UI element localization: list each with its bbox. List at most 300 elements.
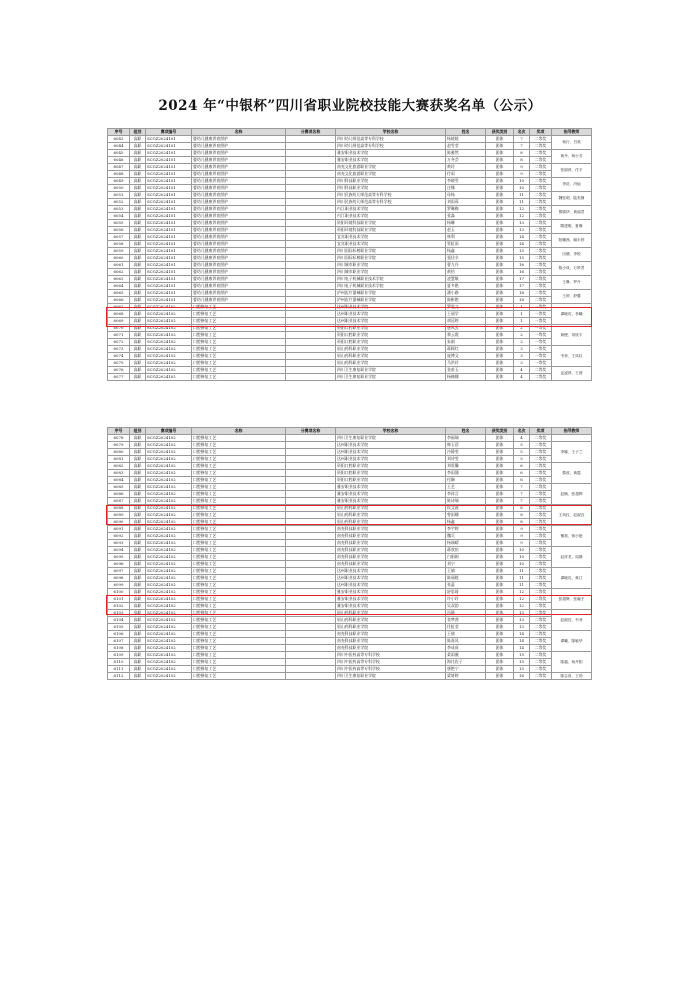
table-row bbox=[108, 353, 592, 360]
table-cell: 高职 bbox=[130, 262, 146, 269]
table-cell: 团体 bbox=[486, 339, 514, 346]
table-row bbox=[108, 645, 592, 652]
table-cell: 口腔修复工艺 bbox=[192, 617, 286, 624]
table-cell: 团体 bbox=[486, 332, 514, 339]
table-cell: 二等奖 bbox=[530, 477, 552, 484]
table-cell: 13 bbox=[514, 220, 530, 227]
table-cell: 南充科技职业学院 bbox=[336, 631, 446, 638]
table-cell: 资阳环境科技职业学院 bbox=[336, 227, 446, 234]
table-cell: 雅安职业技术学院 bbox=[336, 150, 446, 157]
table-cell: 6076 bbox=[108, 367, 130, 374]
table-cell: 口腔修复工艺 bbox=[192, 526, 286, 533]
table-cell: SCGZ2024102 bbox=[146, 638, 192, 645]
table-cell: 达州职业技术学院 bbox=[336, 582, 446, 589]
table-cell: 付雨 bbox=[446, 171, 486, 178]
table-cell: 高职 bbox=[130, 624, 146, 631]
table-cell: 眉山药科职业学院 bbox=[336, 519, 446, 526]
table-cell: 12 bbox=[514, 206, 530, 213]
column-header: 序号 bbox=[108, 129, 130, 136]
table-cell: 潘小路 bbox=[446, 290, 486, 297]
table-cell: 赵雪莹 bbox=[446, 143, 486, 150]
table-row bbox=[108, 470, 592, 477]
table-cell: 高职 bbox=[130, 526, 146, 533]
table-cell bbox=[286, 470, 336, 477]
table-cell: 6050 bbox=[108, 185, 130, 192]
table-row bbox=[108, 374, 592, 381]
table-cell: 团体 bbox=[486, 463, 514, 470]
table-cell: 高职 bbox=[130, 255, 146, 262]
table-cell: 15 bbox=[514, 248, 530, 255]
table-cell: 婴幼儿健康养育照护 bbox=[192, 185, 286, 192]
table-cell: 5 bbox=[514, 442, 530, 449]
table-cell: SCGZ2024102 bbox=[146, 367, 192, 374]
table-cell: 二等奖 bbox=[530, 470, 552, 477]
table-cell: 口腔修复工艺 bbox=[192, 547, 286, 554]
table-cell: 16 bbox=[514, 673, 530, 680]
table-cell: 6105 bbox=[108, 624, 130, 631]
table-row bbox=[108, 666, 592, 673]
table-cell: 高职 bbox=[130, 617, 146, 624]
column-header: 赛项编号 bbox=[146, 428, 192, 435]
table-cell: 高职 bbox=[130, 582, 146, 589]
table-cell: 王倩 bbox=[446, 631, 486, 638]
table-cell: 二等奖 bbox=[530, 652, 552, 659]
table-cell: 资阳口腔职业学院 bbox=[336, 339, 446, 346]
table-cell: 1 bbox=[514, 318, 530, 325]
table-cell: 6109 bbox=[108, 652, 130, 659]
table-cell: 口腔修复工艺 bbox=[192, 652, 286, 659]
table-cell: 14 bbox=[514, 234, 530, 241]
table-cell: SCGZ2024102 bbox=[146, 666, 192, 673]
table-cell: 达州职业技术学院 bbox=[336, 568, 446, 575]
table-cell: 高职 bbox=[130, 164, 146, 171]
table-row bbox=[108, 456, 592, 463]
table-cell: 6047 bbox=[108, 164, 130, 171]
table-cell: 陈诗瑞 bbox=[446, 498, 486, 505]
table-cell: 二等奖 bbox=[530, 185, 552, 192]
table-cell bbox=[286, 346, 336, 353]
table-cell bbox=[286, 547, 336, 554]
table-cell: 四川电子机械职业技术学院 bbox=[336, 283, 446, 290]
table-cell: 高职 bbox=[130, 463, 146, 470]
table-cell: 团体 bbox=[486, 575, 514, 582]
table-cell: 团体 bbox=[486, 283, 514, 290]
table-cell: 高职 bbox=[130, 631, 146, 638]
table-cell: 高职 bbox=[130, 554, 146, 561]
table-cell: 婴幼儿健康养育照护 bbox=[192, 157, 286, 164]
table-cell: 资阳环境科技职业学院 bbox=[336, 220, 446, 227]
table-cell: 高职 bbox=[130, 673, 146, 680]
highlight-box bbox=[106, 595, 592, 615]
table-cell: 二等奖 bbox=[530, 276, 552, 283]
table-cell: 二等奖 bbox=[530, 374, 552, 381]
table-cell bbox=[286, 262, 336, 269]
table-cell: 婴幼儿健康养育照护 bbox=[192, 262, 286, 269]
table-body bbox=[108, 136, 592, 381]
table-cell: 眉山药科职业学院 bbox=[336, 505, 446, 512]
table-cell: 16 bbox=[514, 269, 530, 276]
page-title: 2024 年“中银杯”四川省职业院校技能大赛获奖名单（公示） bbox=[158, 98, 542, 114]
teacher-cell: 黄丹、杨小芳 bbox=[552, 150, 592, 164]
teacher-cell: 黎波、黄霞 bbox=[552, 463, 592, 484]
table-cell: 7 bbox=[514, 491, 530, 498]
table-cell: 高职 bbox=[130, 519, 146, 526]
table-cell bbox=[286, 540, 336, 547]
table-cell: 杨琳 bbox=[446, 220, 486, 227]
table-cell: SCGZ2024102 bbox=[146, 332, 192, 339]
table-row bbox=[108, 227, 592, 234]
table-cell: 6066 bbox=[108, 297, 130, 304]
table-cell: SCGZ2024102 bbox=[146, 561, 192, 568]
table-cell: 团体 bbox=[486, 248, 514, 255]
table-cell: 11 bbox=[514, 582, 530, 589]
table-cell: 二等奖 bbox=[530, 143, 552, 150]
table-cell: SCGZ2024102 bbox=[146, 456, 192, 463]
table-cell: 眉山药科职业学院 bbox=[336, 346, 446, 353]
table-row bbox=[108, 367, 592, 374]
table-row bbox=[108, 540, 592, 547]
table-cell: SCGZ2024102 bbox=[146, 589, 192, 596]
table-cell: 陈雅然 bbox=[446, 150, 486, 157]
table-cell: 二等奖 bbox=[530, 199, 552, 206]
table-cell: 高职 bbox=[130, 206, 146, 213]
teacher-cell: 熊锦伊、黄丽君 bbox=[552, 206, 592, 220]
table-cell: 二等奖 bbox=[530, 491, 552, 498]
table-cell: SCGZ2024101 bbox=[146, 150, 192, 157]
table-cell: 17 bbox=[514, 276, 530, 283]
table-cell: 高职 bbox=[130, 332, 146, 339]
table-cell: SCGZ2024101 bbox=[146, 206, 192, 213]
teacher-cell: 谭峻宾、黄江 bbox=[552, 568, 592, 589]
table-cell: 高职 bbox=[130, 456, 146, 463]
table-cell: 团体 bbox=[486, 325, 514, 332]
table-cell: 刘宁 bbox=[446, 561, 486, 568]
table-cell: 4 bbox=[514, 367, 530, 374]
table-cell: SCGZ2024101 bbox=[146, 248, 192, 255]
table-cell bbox=[286, 374, 336, 381]
table-cell: 6089 bbox=[108, 512, 130, 519]
highlight-box bbox=[106, 307, 592, 327]
table-cell: 6082 bbox=[108, 463, 130, 470]
table-cell: 二等奖 bbox=[530, 269, 552, 276]
table-cell: 13 bbox=[514, 610, 530, 617]
table-body bbox=[108, 435, 592, 680]
teacher-cell: 孟凌萍、王莉 bbox=[552, 367, 592, 381]
table-cell: 高职 bbox=[130, 192, 146, 199]
table-cell bbox=[286, 220, 336, 227]
table-cell bbox=[286, 673, 336, 680]
table-cell: 南充文化旅游职业学院 bbox=[336, 164, 446, 171]
table-cell: 6106 bbox=[108, 631, 130, 638]
table-cell: 6056 bbox=[108, 227, 130, 234]
table-cell: 团体 bbox=[486, 435, 514, 442]
table-cell: 达州职业技术学院 bbox=[336, 575, 446, 582]
table-cell: 口腔修复工艺 bbox=[192, 470, 286, 477]
table-cell: 6070 bbox=[108, 325, 130, 332]
table-cell bbox=[286, 554, 336, 561]
table-cell: 团体 bbox=[486, 666, 514, 673]
table-cell: 14 bbox=[514, 241, 530, 248]
table-cell: 婴幼儿健康养育照护 bbox=[192, 213, 286, 220]
table-cell: 高职 bbox=[130, 435, 146, 442]
table-cell: 团体 bbox=[486, 519, 514, 526]
table-cell bbox=[286, 339, 336, 346]
table-cell: 团体 bbox=[486, 185, 514, 192]
table-cell: 四川卫生康复职业学院 bbox=[336, 435, 446, 442]
table-cell: 团体 bbox=[486, 638, 514, 645]
table-cell: 达州职业技术学院 bbox=[336, 304, 446, 311]
table-cell: 6091 bbox=[108, 526, 130, 533]
table-cell: 10 bbox=[514, 178, 530, 185]
teacher-cell: 隋建明、夏琳 bbox=[552, 220, 592, 234]
table-cell: 资阳口腔职业学院 bbox=[336, 477, 446, 484]
table-cell: SCGZ2024102 bbox=[146, 449, 192, 456]
table-cell: 二等奖 bbox=[530, 220, 552, 227]
table-cell bbox=[286, 659, 336, 666]
table-cell: 团体 bbox=[486, 353, 514, 360]
table-cell: 婴幼儿健康养育照护 bbox=[192, 290, 286, 297]
table-cell: 团体 bbox=[486, 610, 514, 617]
table-cell: 婴幼儿健康养育照护 bbox=[192, 276, 286, 283]
table-cell: 张蕊 bbox=[446, 582, 486, 589]
table-row bbox=[108, 617, 592, 624]
table-cell: 口腔修复工艺 bbox=[192, 554, 286, 561]
table-cell: 二等奖 bbox=[530, 171, 552, 178]
table-cell: SCGZ2024101 bbox=[146, 178, 192, 185]
table-cell: 二等奖 bbox=[530, 463, 552, 470]
table-cell: 二等奖 bbox=[530, 603, 552, 610]
table-cell: 二等奖 bbox=[530, 255, 552, 262]
table-cell bbox=[286, 624, 336, 631]
table-cell: 一等奖 bbox=[530, 353, 552, 360]
table-cell: 8 bbox=[514, 150, 530, 157]
table-cell: 黄玲 bbox=[446, 164, 486, 171]
table-row bbox=[108, 568, 592, 575]
table-cell: 6093 bbox=[108, 540, 130, 547]
table-row bbox=[108, 659, 592, 666]
table-cell: SCGZ2024102 bbox=[146, 652, 192, 659]
table-cell: 黄怡 bbox=[446, 269, 486, 276]
table-cell: 口腔修复工艺 bbox=[192, 346, 286, 353]
table-cell: 团体 bbox=[486, 589, 514, 596]
table-header-row bbox=[108, 129, 592, 136]
table-row bbox=[108, 346, 592, 353]
table-cell: 一等奖 bbox=[530, 318, 552, 325]
table-row bbox=[108, 554, 592, 561]
table-cell: 6096 bbox=[108, 561, 130, 568]
table-cell: 6092 bbox=[108, 533, 130, 540]
table-cell bbox=[286, 227, 336, 234]
teacher-cell: 谭峻宾、李曦 bbox=[552, 304, 592, 325]
table-cell bbox=[286, 456, 336, 463]
table-cell bbox=[286, 498, 336, 505]
table-cell: 团体 bbox=[486, 561, 514, 568]
table-cell: 李雨涵 bbox=[446, 470, 486, 477]
table-cell: 唐艳宁 bbox=[446, 666, 486, 673]
table-cell: 高职 bbox=[130, 143, 146, 150]
table-row bbox=[108, 449, 592, 456]
table-cell: 二等奖 bbox=[530, 262, 552, 269]
table-cell: SCGZ2024102 bbox=[146, 463, 192, 470]
table-cell: 6060 bbox=[108, 255, 130, 262]
table-cell bbox=[286, 491, 336, 498]
column-header: 名次 bbox=[514, 428, 530, 435]
table-cell: 高职 bbox=[130, 248, 146, 255]
table-cell: SCGZ2024101 bbox=[146, 192, 192, 199]
table-cell: 口腔修复工艺 bbox=[192, 638, 286, 645]
table-row bbox=[108, 491, 592, 498]
table-cell: 13 bbox=[514, 227, 530, 234]
table-cell: SCGZ2024102 bbox=[146, 554, 192, 561]
column-header: 姓名 bbox=[446, 428, 486, 435]
table-cell: SCGZ2024101 bbox=[146, 185, 192, 192]
table-cell: 10 bbox=[514, 185, 530, 192]
table-cell: 高职 bbox=[130, 575, 146, 582]
table-row bbox=[108, 220, 592, 227]
table-cell: 蒋顾红 bbox=[446, 346, 486, 353]
table-cell: 四川科技职业学院 bbox=[336, 178, 446, 185]
table-cell: 王艺 bbox=[446, 484, 486, 491]
table-cell: 口腔修复工艺 bbox=[192, 374, 286, 381]
table-cell: SCGZ2024102 bbox=[146, 484, 192, 491]
table-cell: 10 bbox=[514, 554, 530, 561]
table-cell: 林利 bbox=[446, 234, 486, 241]
table-row bbox=[108, 332, 592, 339]
table-cell: 6077 bbox=[108, 374, 130, 381]
table-cell: 一等奖 bbox=[530, 325, 552, 332]
table-cell: SCGZ2024101 bbox=[146, 269, 192, 276]
table-cell: 团体 bbox=[486, 568, 514, 575]
table-row bbox=[108, 498, 592, 505]
table-cell: 资阳口腔职业学院 bbox=[336, 332, 446, 339]
table-cell: 二等奖 bbox=[530, 540, 552, 547]
table-cell: 10 bbox=[514, 547, 530, 554]
table-cell bbox=[286, 185, 336, 192]
table-cell: 12 bbox=[514, 213, 530, 220]
table-cell: 二等奖 bbox=[530, 512, 552, 519]
table-cell: 四川卫生康复职业学院 bbox=[336, 673, 446, 680]
table-cell: 婴幼儿健康养育照护 bbox=[192, 143, 286, 150]
table-cell: 高职 bbox=[130, 339, 146, 346]
table-cell: 6083 bbox=[108, 470, 130, 477]
table-cell: 6051 bbox=[108, 192, 130, 199]
table-cell: 婴幼儿健康养育照护 bbox=[192, 164, 286, 171]
table-cell: 高职 bbox=[130, 136, 146, 143]
table-cell: 冯静 bbox=[446, 610, 486, 617]
table-cell: 口腔修复工艺 bbox=[192, 596, 286, 603]
table-cell: 口腔修复工艺 bbox=[192, 304, 286, 311]
table-cell: 四川科技职业学院 bbox=[336, 185, 446, 192]
column-header: 序号 bbox=[108, 428, 130, 435]
table-cell: 刘雨蓉 bbox=[446, 199, 486, 206]
table-cell: SCGZ2024102 bbox=[146, 318, 192, 325]
award-table-bottom bbox=[107, 427, 592, 680]
table-cell: 口腔修复工艺 bbox=[192, 435, 286, 442]
table-cell: 7 bbox=[514, 136, 530, 143]
table-cell: 付娴 bbox=[446, 477, 486, 484]
table-cell: 高职 bbox=[130, 491, 146, 498]
table-cell: 杨媛媛 bbox=[446, 136, 486, 143]
table-cell: 口腔修复工艺 bbox=[192, 561, 286, 568]
table-cell: SCGZ2024102 bbox=[146, 568, 192, 575]
table-cell: 6079 bbox=[108, 442, 130, 449]
teacher-cell: 张超辉、张瀚予 bbox=[552, 589, 592, 610]
table-cell: SCGZ2024101 bbox=[146, 213, 192, 220]
table-cell: 6055 bbox=[108, 220, 130, 227]
table-cell: 团体 bbox=[486, 645, 514, 652]
table-cell: 王丽学 bbox=[446, 311, 486, 318]
table-cell: 南充科技职业学院 bbox=[336, 547, 446, 554]
table-cell: 一等奖 bbox=[530, 339, 552, 346]
table-cell: 8 bbox=[514, 519, 530, 526]
table-cell bbox=[286, 178, 336, 185]
table-cell: 高职 bbox=[130, 638, 146, 645]
table-row bbox=[108, 463, 592, 470]
table-cell: 团体 bbox=[486, 582, 514, 589]
table-row bbox=[108, 206, 592, 213]
table-cell: 侯文燕 bbox=[446, 505, 486, 512]
table-row bbox=[108, 136, 592, 143]
table-cell: 高职 bbox=[130, 276, 146, 283]
table-cell: 二等奖 bbox=[530, 610, 552, 617]
table-cell bbox=[286, 248, 336, 255]
table-cell: 二等奖 bbox=[530, 283, 552, 290]
table-cell: 二等奖 bbox=[530, 624, 552, 631]
table-cell: SCGZ2024101 bbox=[146, 199, 192, 206]
table-cell: 6099 bbox=[108, 582, 130, 589]
table-cell: 口腔修复工艺 bbox=[192, 456, 286, 463]
table-row bbox=[108, 533, 592, 540]
column-header: 奖项 bbox=[530, 428, 552, 435]
table-cell: 南充科技职业学院 bbox=[336, 554, 446, 561]
table-cell: 13 bbox=[514, 624, 530, 631]
table-cell bbox=[286, 206, 336, 213]
table-cell: 高职 bbox=[130, 150, 146, 157]
table-cell bbox=[286, 449, 336, 456]
table-row bbox=[108, 526, 592, 533]
table-cell: 陈丽媛 bbox=[446, 575, 486, 582]
table-cell: SCGZ2024102 bbox=[146, 339, 192, 346]
table-cell: 雅安职业技术学院 bbox=[336, 589, 446, 596]
table-cell: 雅安职业技术学院 bbox=[336, 603, 446, 610]
table-cell: 冷静雯 bbox=[446, 449, 486, 456]
table-cell: SCGZ2024101 bbox=[146, 157, 192, 164]
table-cell: 高职 bbox=[130, 484, 146, 491]
table-row bbox=[108, 575, 592, 582]
table-cell: 四川电子机械职业技术学院 bbox=[336, 276, 446, 283]
table-cell: 高职 bbox=[130, 498, 146, 505]
table-cell: 6112 bbox=[108, 673, 130, 680]
table-cell: 四川卫生康复职业学院 bbox=[336, 374, 446, 381]
table-cell: SCGZ2024102 bbox=[146, 603, 192, 610]
table-cell: 15 bbox=[514, 666, 530, 673]
table-cell: 17 bbox=[514, 283, 530, 290]
table-cell: 眉山药科职业学院 bbox=[336, 360, 446, 367]
table-cell: 团体 bbox=[486, 227, 514, 234]
table-cell: 团体 bbox=[486, 624, 514, 631]
table-cell: 二等奖 bbox=[530, 617, 552, 624]
table-cell bbox=[286, 213, 336, 220]
table-cell: 婴幼儿健康养育照护 bbox=[192, 171, 286, 178]
table-cell: 团体 bbox=[486, 150, 514, 157]
table-cell: SCGZ2024101 bbox=[146, 290, 192, 297]
table-cell bbox=[286, 367, 336, 374]
table-cell: 李宇婷 bbox=[446, 526, 486, 533]
table-cell: 高职 bbox=[130, 561, 146, 568]
table-cell: 6063 bbox=[108, 276, 130, 283]
table-cell bbox=[286, 561, 336, 568]
table-cell: 12 bbox=[514, 596, 530, 603]
